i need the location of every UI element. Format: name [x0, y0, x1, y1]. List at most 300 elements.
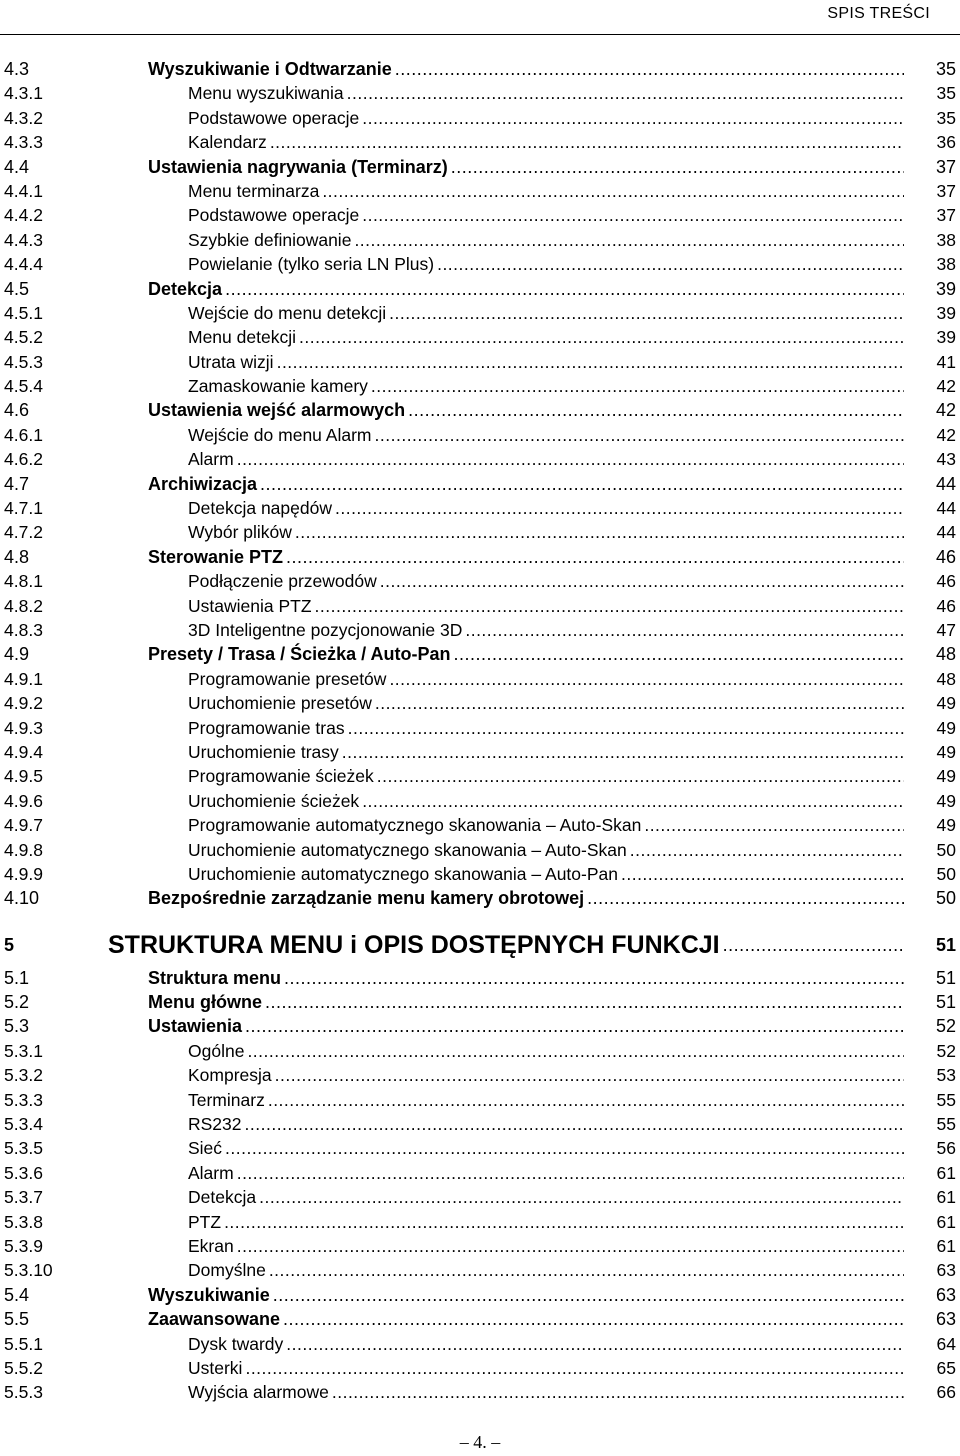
toc-dot-leader: [269, 1258, 904, 1282]
toc-entry[interactable]: [0, 81, 960, 105]
toc-dot-leader: [237, 447, 904, 471]
toc-entry-page: 42: [936, 424, 956, 445]
toc-entry-page: 49: [936, 815, 956, 836]
toc-entry[interactable]: [0, 155, 960, 179]
toc-entry-title: STRUKTURA MENU i OPIS DOSTĘPNYCH FUNKCJI: [108, 930, 720, 959]
toc-entry-page: 36: [936, 132, 956, 153]
toc-entry[interactable]: [0, 642, 960, 666]
toc-entry-page: 39: [936, 302, 956, 323]
toc-entry-leader: [188, 496, 904, 520]
toc-entry-page: 51: [935, 992, 956, 1013]
toc-entry-title: Zaawansowane: [148, 1309, 281, 1330]
toc-entry-number: 4.6: [4, 400, 30, 421]
toc-entry-title: Terminarz: [188, 1089, 265, 1110]
toc-entry-number: 4.9.7: [4, 815, 43, 836]
toc-entry-leader: [188, 130, 904, 154]
toc-entry-page: 61: [936, 1162, 956, 1183]
toc-entry-title: Szybkie definiowanie: [188, 229, 352, 250]
toc-entry[interactable]: [0, 886, 960, 910]
toc-entry-leader: [188, 862, 904, 886]
toc-entry[interactable]: [0, 179, 960, 203]
toc-entry-page: 48: [936, 668, 956, 689]
toc-entry-leader: [188, 252, 904, 276]
toc-dot-leader: [342, 740, 904, 764]
toc-entry-number: 4.8.3: [4, 619, 43, 640]
toc-entry-number: 5.3.5: [4, 1138, 43, 1159]
toc-entry[interactable]: [0, 1136, 960, 1160]
toc-entry-leader: [148, 1307, 904, 1331]
toc-entry-page: 42: [935, 400, 956, 421]
toc-entry-number: 5.4: [4, 1284, 30, 1305]
toc-entry-title: Podstawowe operacje: [188, 107, 360, 128]
toc-entry-number: 5.3.10: [4, 1260, 53, 1281]
header-title: SPIS TREŚCI: [827, 5, 930, 22]
toc-entry-number: 4.9.3: [4, 717, 43, 738]
toc-dot-leader: [332, 1380, 904, 1404]
toc-entry-leader: [188, 1136, 904, 1160]
toc-entry-page: 52: [936, 1040, 956, 1061]
toc-entry-leader: [188, 179, 904, 203]
toc-entry-page: 35: [936, 107, 956, 128]
toc-entry-title: Podstawowe operacje: [188, 205, 360, 226]
toc-entry-leader: [188, 520, 904, 544]
toc-entry-number: 4.9.6: [4, 790, 43, 811]
toc-entry-leader: [148, 886, 904, 910]
toc-entry-title: Bezpośrednie zarządzanie menu kamery obrotowej: [148, 888, 585, 909]
toc-entry-title: Ustawienia: [148, 1016, 243, 1037]
toc-dot-leader: [245, 1356, 904, 1380]
toc-entry[interactable]: [0, 252, 960, 276]
toc-entry-number: 5.5.3: [4, 1382, 43, 1403]
toc-entry-leader: [188, 81, 904, 105]
toc-dot-leader: [389, 301, 904, 325]
toc-entry-leader: [188, 618, 904, 642]
toc-entry-title: Ustawienia nagrywania (Terminarz): [148, 156, 448, 177]
toc-entry-title: Ustawienia wejść alarmowych: [148, 400, 406, 421]
toc-entry-page: 37: [936, 180, 956, 201]
toc-entry-leader: [148, 472, 904, 496]
toc-entry-page: 66: [936, 1382, 956, 1403]
toc-entry[interactable]: [0, 374, 960, 398]
toc-entry[interactable]: [0, 618, 960, 642]
toc-dot-leader: [408, 398, 904, 422]
toc-dot-leader: [225, 1136, 904, 1160]
toc-entry-page: 51: [935, 967, 956, 988]
toc-entry-number: 5.5.1: [4, 1333, 43, 1354]
toc-dot-leader: [389, 667, 904, 691]
toc-entry[interactable]: [0, 813, 960, 837]
toc-entry[interactable]: [0, 228, 960, 252]
toc-entry-number: 4.5.4: [4, 376, 43, 397]
toc-entry-title: Wyszukiwanie: [148, 1284, 270, 1305]
toc-dot-leader: [453, 642, 904, 666]
toc-dot-leader: [347, 81, 904, 105]
toc-entry-page: 49: [936, 790, 956, 811]
toc-entry-number: 5.5.2: [4, 1357, 43, 1378]
header-divider: [0, 34, 960, 35]
toc-dot-leader: [375, 423, 904, 447]
toc-entry-leader: [148, 398, 904, 422]
toc-entry-page: 64: [936, 1333, 956, 1354]
toc-entry-leader: [188, 569, 904, 593]
toc-entry-number: 4.5.3: [4, 351, 43, 372]
toc-entry-leader: [148, 642, 904, 666]
toc-entry-title: Kompresja: [188, 1065, 272, 1086]
toc-entry-title: PTZ: [188, 1211, 222, 1232]
toc-entry-leader: [148, 277, 904, 301]
toc-entry-title: Uruchomienie ścieżek: [188, 790, 360, 811]
toc-entry-leader: [188, 1380, 904, 1404]
toc-dot-leader: [299, 325, 904, 349]
toc-dot-leader: [283, 1307, 904, 1331]
toc-entry-title: Sterowanie PTZ: [148, 546, 284, 567]
toc-entry-title: Uruchomienie presetów: [188, 693, 372, 714]
toc-entry-title: Menu główne: [148, 992, 262, 1013]
toc-entry-number: 4.7.2: [4, 522, 43, 543]
toc-entry-leader: [188, 691, 904, 715]
toc-dot-leader: [295, 520, 904, 544]
toc-entry-title: Powielanie (tylko seria LN Plus): [188, 254, 435, 275]
toc-entry-title: Presety / Trasa / Ścieżka / Auto-Pan: [148, 644, 451, 665]
toc-entry-number: 4.5.1: [4, 302, 43, 323]
toc-entry-title: RS232: [188, 1114, 242, 1135]
toc-entry-page: 38: [936, 229, 956, 250]
toc-entry[interactable]: [0, 325, 960, 349]
toc-entry[interactable]: [0, 691, 960, 715]
toc-dot-leader: [644, 813, 904, 837]
toc-entry[interactable]: [0, 1161, 960, 1185]
toc-entry-leader: [188, 447, 904, 471]
toc-entry-title: Menu wyszukiwania: [188, 83, 344, 104]
toc-entry[interactable]: [0, 472, 960, 496]
toc-entry-number: 4.3.3: [4, 132, 43, 153]
toc-dot-leader: [245, 1112, 904, 1136]
toc-dot-leader: [375, 691, 904, 715]
toc-entry-number: 4.4.1: [4, 180, 43, 201]
toc-entry[interactable]: [0, 447, 960, 471]
toc-dot-leader: [348, 716, 904, 740]
toc-entry-page: 63: [936, 1260, 956, 1281]
toc-dot-leader: [315, 594, 904, 618]
toc-dot-leader: [224, 1210, 904, 1234]
toc-entry-number: 4.4.2: [4, 205, 43, 226]
toc-dot-leader: [286, 1332, 904, 1356]
toc-entry-number: 4.4.3: [4, 229, 43, 250]
toc-entry-title: Uruchomienie automatycznego skanowania – Auto-Pan: [188, 863, 618, 884]
toc-entry-page: 65: [936, 1357, 956, 1378]
toc-entry-number: 4.9.8: [4, 839, 43, 860]
toc-entry-title: Kalendarz: [188, 132, 267, 153]
toc-entry[interactable]: [0, 1210, 960, 1234]
toc-entry-leader: [188, 716, 904, 740]
toc-entry-leader: [188, 1088, 904, 1112]
toc-entry-page: 35: [936, 83, 956, 104]
toc-entry-leader: [188, 1332, 904, 1356]
toc-entry-leader: [148, 990, 904, 1014]
toc-entry[interactable]: [0, 1039, 960, 1063]
toc-entry-leader: [188, 203, 904, 227]
toc-entry-number: 4.9.9: [4, 863, 43, 884]
toc-entry[interactable]: [0, 1112, 960, 1136]
toc-entry-title: Programowanie presetów: [188, 668, 387, 689]
toc-entry[interactable]: [0, 350, 960, 374]
toc-entry[interactable]: [0, 130, 960, 154]
toc-dot-leader: [465, 618, 904, 642]
toc-entry-number: 4.6.2: [4, 449, 43, 470]
toc-entry-leader: [148, 545, 904, 569]
toc-dot-leader: [371, 374, 904, 398]
toc-entry-page: 52: [935, 1016, 956, 1037]
toc-entry-leader: [188, 764, 904, 788]
toc-entry-title: Alarm: [188, 449, 234, 470]
toc-entry-number: 4.7: [4, 473, 30, 494]
toc-entry-leader: [148, 155, 904, 179]
toc-entry-page: 49: [936, 766, 956, 787]
toc-entry-title: Ekran: [188, 1235, 234, 1256]
toc-entry-title: Wyszukiwanie i Odtwarzanie: [148, 59, 392, 79]
toc-entry-leader: [188, 813, 904, 837]
toc-entry-page: 63: [935, 1309, 956, 1330]
toc-entry[interactable]: [0, 569, 960, 593]
toc-entry-number: 4.9.5: [4, 766, 43, 787]
toc-entry[interactable]: [0, 1185, 960, 1209]
toc-entry[interactable]: [0, 423, 960, 447]
toc-entry-leader: [188, 1185, 904, 1209]
toc-entry[interactable]: [0, 203, 960, 227]
toc-entry-leader: [188, 1234, 904, 1258]
toc-entry-leader: [108, 926, 904, 964]
toc-entry[interactable]: [0, 1307, 960, 1331]
toc-entry[interactable]: [0, 57, 960, 81]
toc-entry[interactable]: [0, 716, 960, 740]
toc-entry-title: Menu terminarza: [188, 180, 320, 201]
toc-entry-number: 4.9: [4, 644, 30, 665]
toc-entry-page: 53: [936, 1065, 956, 1086]
toc-dot-leader: [354, 228, 904, 252]
toc-entry-page: 35: [935, 59, 956, 79]
toc-dot-leader: [630, 838, 904, 862]
toc-entry[interactable]: [0, 838, 960, 862]
toc-entry-title: 3D Inteligentne pozycjonowanie 3D: [188, 619, 463, 640]
toc-dot-leader: [247, 1039, 904, 1063]
toc-entry[interactable]: [0, 1063, 960, 1087]
toc-entry-number: 4.9.2: [4, 693, 43, 714]
toc-entry[interactable]: [0, 862, 960, 886]
toc-entry-page: 51: [935, 934, 956, 955]
toc-dot-leader: [587, 886, 904, 910]
toc-entry[interactable]: [0, 1258, 960, 1282]
toc-entry-page: 56: [936, 1138, 956, 1159]
toc-entry-leader: [188, 1258, 904, 1282]
toc-entry-page: 44: [936, 522, 956, 543]
toc-entry-title: Wybór plików: [188, 522, 292, 543]
toc-entry-leader: [188, 594, 904, 618]
toc-entry-number: 5.2: [4, 992, 30, 1013]
toc-entry-number: 5.3: [4, 1016, 30, 1037]
toc-entry[interactable]: [0, 966, 960, 990]
toc-entry[interactable]: [0, 789, 960, 813]
toc-entry[interactable]: [0, 1332, 960, 1356]
toc-dot-leader: [260, 472, 904, 496]
toc-entry-leader: [188, 350, 904, 374]
toc-entry-page: 61: [936, 1187, 956, 1208]
toc-entry-number: 4.3: [4, 59, 30, 79]
toc-entry-number: 4.7.1: [4, 498, 43, 519]
toc-entry[interactable]: [0, 1380, 960, 1404]
toc-entry-title: Domyślne: [188, 1260, 266, 1281]
toc-entry-leader: [188, 374, 904, 398]
toc-entry-leader: [148, 1014, 904, 1038]
toc-entry-number: 5.3.3: [4, 1089, 43, 1110]
toc-entry-page: 49: [936, 717, 956, 738]
toc-entry-leader: [188, 740, 904, 764]
toc-dot-leader: [225, 277, 904, 301]
toc-entry-title: Programowanie automatycznego skanowania – Auto-Skan: [188, 815, 642, 836]
toc-entry-page: 47: [936, 619, 956, 640]
toc-entry[interactable]: [0, 667, 960, 691]
toc-entry-title: Ogólne: [188, 1040, 245, 1061]
toc-entry-number: 4.5: [4, 278, 30, 299]
toc-entry-title: Usterki: [188, 1357, 243, 1378]
toc-entry[interactable]: [0, 545, 960, 569]
toc-entry-leader: [188, 423, 904, 447]
toc-dot-leader: [437, 252, 904, 276]
toc-entry-page: 38: [936, 254, 956, 275]
toc-entry-leader: [188, 1039, 904, 1063]
toc-entry-number: 5.3.8: [4, 1211, 43, 1232]
toc-entry-page: 61: [936, 1235, 956, 1256]
toc-entry-title: Dysk twardy: [188, 1333, 284, 1354]
toc-entry[interactable]: [0, 1356, 960, 1380]
toc-entry-title: Detekcja napędów: [188, 498, 332, 519]
toc-entry-title: Sieć: [188, 1138, 223, 1159]
toc-dot-leader: [265, 990, 904, 1014]
toc-entry-number: 4.3.1: [4, 83, 43, 104]
toc-entry-title: Wejście do menu detekcji: [188, 302, 387, 323]
toc-dot-leader: [322, 179, 904, 203]
toc-entry-number: 5: [4, 934, 15, 955]
toc-entry[interactable]: [0, 496, 960, 520]
toc-entry-title: Programowanie tras: [188, 717, 345, 738]
toc-dot-leader: [259, 1185, 904, 1209]
toc-entry-page: 49: [936, 741, 956, 762]
toc-entry-leader: [188, 228, 904, 252]
toc-entry[interactable]: [0, 520, 960, 544]
toc-entry[interactable]: [0, 1283, 960, 1307]
toc-entry-number: 5.3.1: [4, 1040, 43, 1061]
toc-entry-number: 5.3.4: [4, 1114, 43, 1135]
toc-entry-leader: [148, 1283, 904, 1307]
toc-entry-leader: [188, 1356, 904, 1380]
toc-dot-leader: [362, 789, 904, 813]
toc-entry-title: Menu detekcji: [188, 327, 296, 348]
toc-dot-leader: [270, 130, 904, 154]
toc-dot-leader: [275, 1063, 904, 1087]
toc-entry[interactable]: [0, 926, 960, 964]
toc-entry-page: 55: [936, 1114, 956, 1135]
toc-entry-number: 4.9.1: [4, 668, 43, 689]
toc-entry[interactable]: [0, 764, 960, 788]
toc-entry-page: 42: [936, 376, 956, 397]
toc-entry[interactable]: [0, 398, 960, 422]
toc-entry-leader: [188, 106, 904, 130]
toc-entry[interactable]: [0, 1014, 960, 1038]
toc-entry-leader: [148, 966, 904, 990]
table-of-contents: [0, 57, 960, 1405]
toc-entry-page: 44: [935, 473, 956, 494]
toc-dot-leader: [286, 545, 904, 569]
toc-dot-leader: [335, 496, 904, 520]
toc-entry-number: 4.9.4: [4, 741, 43, 762]
toc-entry-leader: [148, 57, 904, 81]
toc-entry-number: 4.5.2: [4, 327, 43, 348]
toc-entry-number: 5.3.2: [4, 1065, 43, 1086]
toc-dot-leader: [237, 1161, 904, 1185]
toc-entry-page: 46: [936, 595, 956, 616]
toc-entry-title: Utrata wizji: [188, 351, 274, 372]
toc-dot-leader: [273, 1283, 904, 1307]
toc-dot-leader: [377, 764, 904, 788]
toc-entry-page: 39: [936, 327, 956, 348]
toc-entry[interactable]: [0, 277, 960, 301]
toc-entry-page: 55: [936, 1089, 956, 1110]
toc-entry-page: 41: [936, 351, 956, 372]
toc-entry-leader: [188, 789, 904, 813]
toc-entry-number: 5.3.6: [4, 1162, 43, 1183]
toc-entry-number: 5.3.7: [4, 1187, 43, 1208]
toc-dot-leader: [362, 106, 904, 130]
toc-dot-leader: [395, 57, 904, 81]
toc-entry[interactable]: [0, 740, 960, 764]
toc-entry-title: Ustawienia PTZ: [188, 595, 312, 616]
toc-entry-page: 49: [936, 693, 956, 714]
toc-entry-number: 5.1: [4, 967, 30, 988]
toc-entry-page: 37: [936, 205, 956, 226]
toc-dot-leader: [451, 155, 904, 179]
toc-entry-leader: [188, 1063, 904, 1087]
toc-entry[interactable]: [0, 594, 960, 618]
toc-entry[interactable]: [0, 990, 960, 1014]
toc-entry-leader: [188, 1112, 904, 1136]
toc-entry-page: 46: [936, 571, 956, 592]
toc-entry-number: 4.8: [4, 546, 30, 567]
toc-entry[interactable]: [0, 301, 960, 325]
toc-entry-number: 4.8.1: [4, 571, 43, 592]
toc-entry-leader: [188, 1210, 904, 1234]
toc-entry[interactable]: [0, 106, 960, 130]
toc-entry-title: Podłączenie przewodów: [188, 571, 377, 592]
toc-dot-leader: [277, 350, 904, 374]
toc-dot-leader: [245, 1014, 904, 1038]
toc-entry-title: Archiwizacja: [148, 473, 258, 494]
toc-dot-leader: [237, 1234, 904, 1258]
toc-entry-page: 61: [936, 1211, 956, 1232]
toc-entry-leader: [188, 667, 904, 691]
toc-entry[interactable]: [0, 1088, 960, 1112]
toc-entry-number: 4.8.2: [4, 595, 43, 616]
toc-dot-leader: [268, 1088, 904, 1112]
toc-entry-page: 50: [936, 863, 956, 884]
toc-entry-number: 4.3.2: [4, 107, 43, 128]
toc-entry-title: Uruchomienie automatycznego skanowania – Auto-Skan: [188, 839, 627, 860]
toc-entry-title: Struktura menu: [148, 967, 282, 988]
toc-entry-title: Alarm: [188, 1162, 234, 1183]
toc-entry-title: Wejście do menu Alarm: [188, 424, 372, 445]
toc-entry[interactable]: [0, 1234, 960, 1258]
toc-entry-title: Detekcja: [148, 278, 223, 299]
toc-entry-page: 39: [935, 278, 956, 299]
toc-entry-leader: [188, 1161, 904, 1185]
